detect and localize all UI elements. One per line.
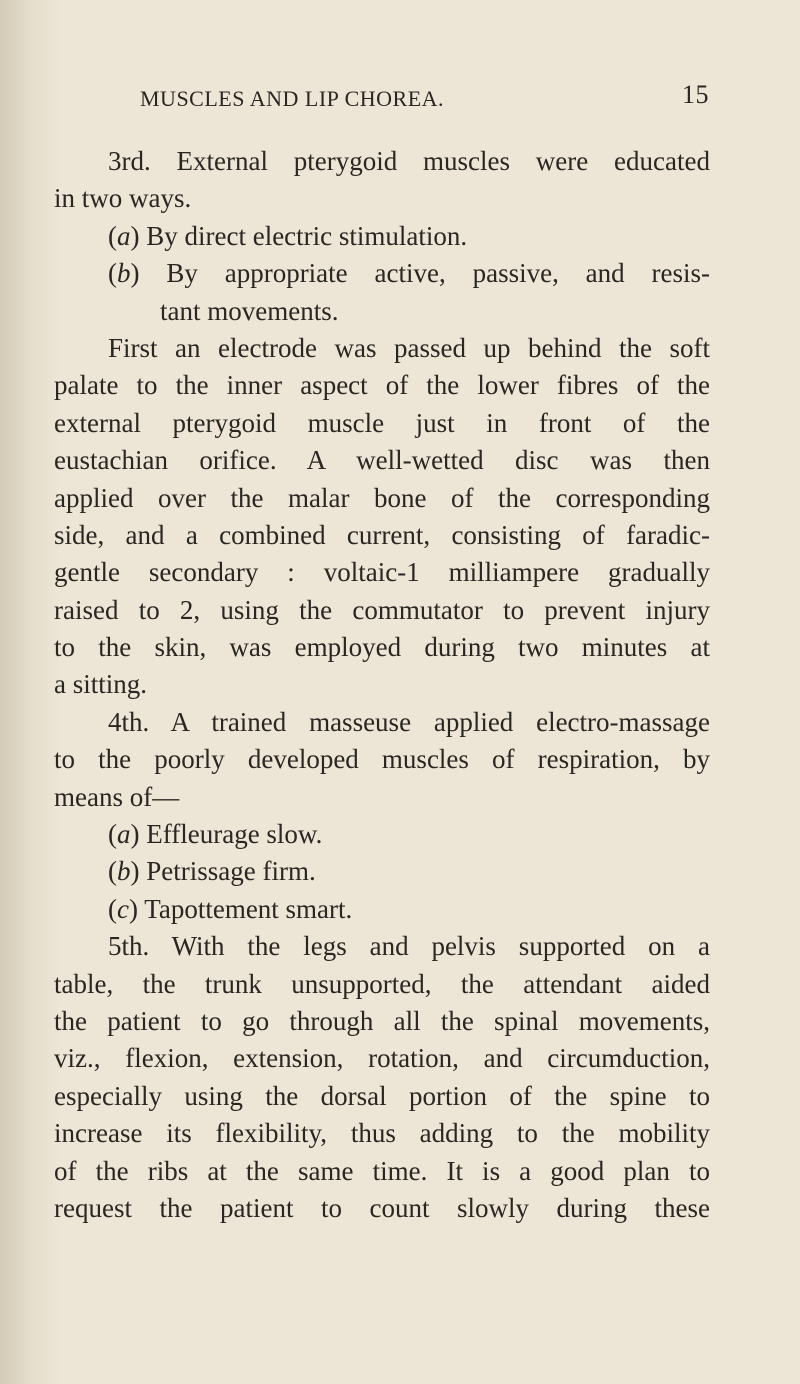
page-number: 15 [682,80,709,109]
text-line: to the poorly developed muscles of respiration, by [54,744,710,775]
text-line: especially using the dorsal portion of the spine to [54,1080,710,1111]
text-line: to the skin, was employed during two minutes at [54,632,710,663]
list-item-c: (c) Tapottement smart. [108,893,353,924]
body-text [54,143,710,1227]
text-line: of the ribs at the same time. It is a good plan to [54,1155,710,1186]
text-line: 4th. A trained masseuse applied electro-massage [108,706,710,737]
text-line: raised to 2, using the commutator to prevent injury [54,594,710,625]
text-line: applied over the malar bone of the corresponding [54,482,710,513]
text-line: tant movements. [160,295,339,326]
text-line: means of— [54,781,180,812]
text-line: table, the trunk unsupported, the attendant aided [54,968,710,999]
text-line: request the patient to count slowly during these [54,1192,710,1223]
list-item-b: (b) By appropriate active, passive, and resis- [108,258,710,289]
text-line: 3rd. External pterygoid muscles were educated [108,146,710,176]
running-title: MUSCLES AND LIP CHOREA. [140,86,445,111]
list-item-a: (a) By direct electric stimulation. [108,220,468,251]
text-line: eustachian orifice. A well-wetted disc was then [54,445,710,476]
text-line: side, and a combined current, consisting of faradic- [54,519,710,550]
text-line: a sitting. [54,669,147,700]
text-line: gentle secondary : voltaic-1 milliampere gradually [54,557,710,588]
text-line: the patient to go through all the spinal movements, [54,1005,710,1036]
list-item-a: (a) Effleurage slow. [108,819,323,850]
text-line: external pterygoid muscle just in front of the [54,407,710,438]
list-item-b: (b) Petrissage firm. [108,856,316,887]
text-line: in two ways. [54,183,192,214]
text-line: 5th. With the legs and pelvis supported on a [108,931,710,962]
text-line: First an electrode was passed up behind the soft [108,332,710,363]
text-line: viz., flexion, extension, rotation, and circumduction, [54,1043,710,1074]
text-line: increase its flexibility, thus adding to the mobility [54,1118,710,1149]
text-line: palate to the inner aspect of the lower fibres of the [54,370,710,401]
